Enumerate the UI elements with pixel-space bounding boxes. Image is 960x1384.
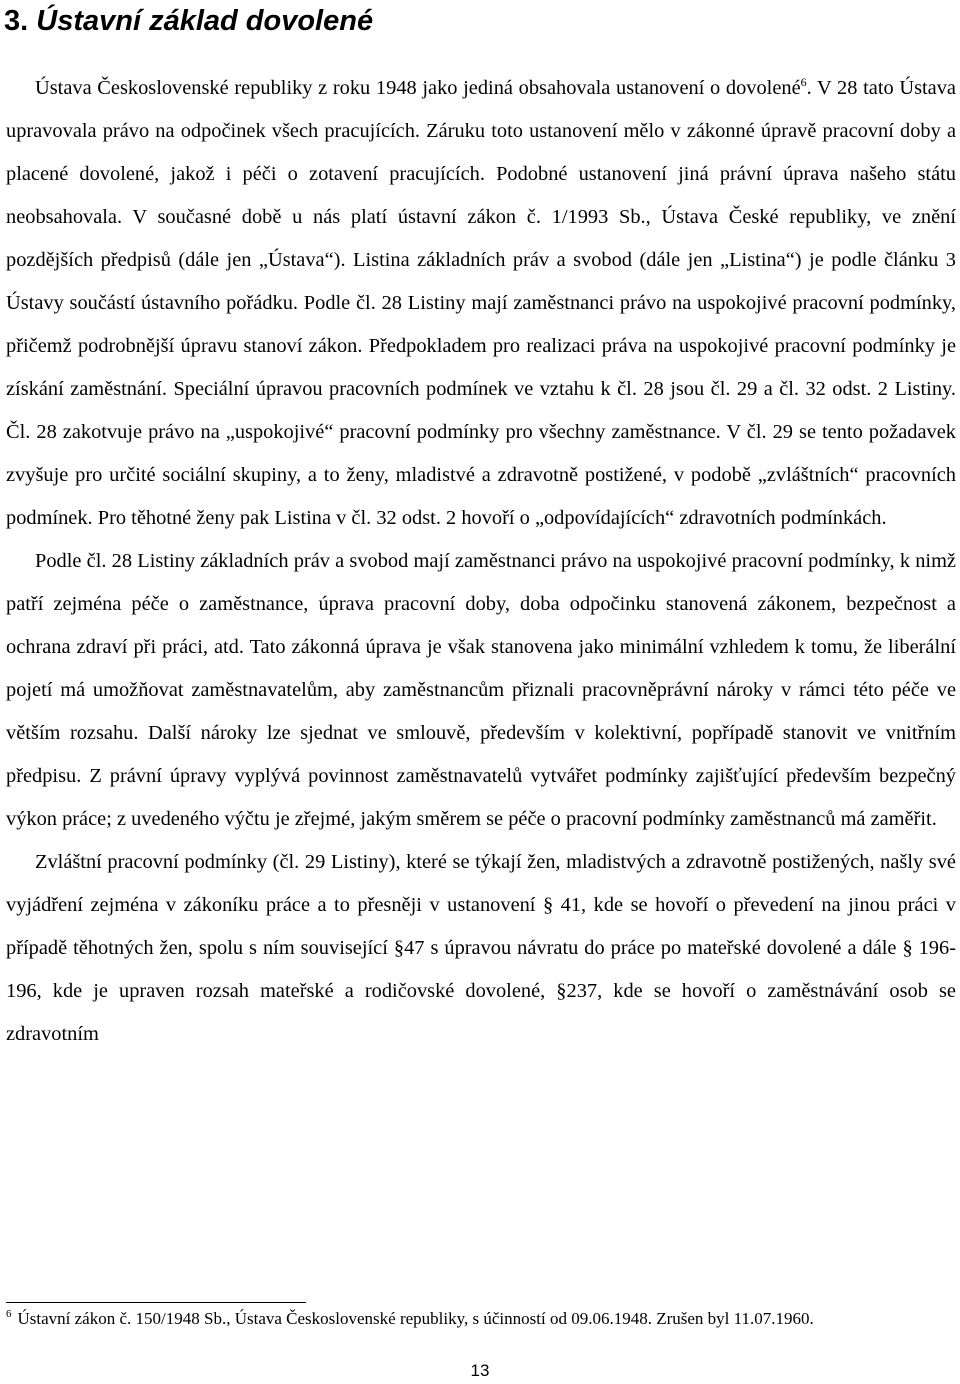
paragraph-1-start: Ústava Československé republiky z roku 1948 jako jediná obsahovala ustanovení o dovolené: [35, 77, 801, 99]
section-title: Ústavní základ dovolené: [36, 5, 374, 37]
section-number: 3.: [4, 5, 29, 37]
paragraph-1-rest: . V 28 tato Ústava upravovala právo na odpočinek všech pracujících. Záruku toto ustanovení mělo v zákonné úpravě pracovní doby a placené dovolené, jakož i péči o zotavení pracujících. Podobné ustanovení jiná právní úprava našeho státu neobsahovala. V současné době u nás platí ústavní zákon č. 1/1993 Sb., Ústava České republiky, ve znění pozdějších předpisů (dále jen „Ústava“). Listina základních práv a svobod (dále jen „Listina“) je podle článku 3 Ústavy součástí ústavního pořádku. Podle čl. 28 Listiny mají zaměstnanci právo na uspokojivé pracovní podmínky, přičemž podrobnější úpravu stanoví zákon. Předpokladem pro realizaci práva na uspokojivé pracovní podmínky je získání zaměstnání. Speciální úpravou pracovních podmínek ve vztahu k čl. 28 jsou čl. 29 a čl. 32 odst. 2 Listiny. Čl. 28 zakotvuje právo na „uspokojivé“ pracovní podmínky pro všechny zaměstnance. V čl. 29 se tento požadavek zvyšuje pro určité sociální skupiny, a to ženy, mladistvé a zdravotně postižené, v podobě „zvláštních“ pracovních podmínek. Pro těhotné ženy pak Listina v čl. 32 odst. 2 hovoří o „odpovídajících“ zdravotních podmínkách.: [6, 77, 956, 529]
page-number: 13: [470, 1361, 490, 1380]
footnote-mark: 6: [6, 1308, 12, 1321]
footnote-reference[interactable]: 6: [800, 75, 807, 90]
body-text: [6, 67, 956, 1056]
footnote-separator: [6, 1302, 306, 1303]
footnote: [6, 1306, 956, 1332]
footnote-text: Ústavní zákon č. 150/1948 Sb., Ústava Československé republiky, s účinností od 09.06.1948. Zrušen byl 11.07.1960.: [17, 1309, 814, 1328]
paragraph-3: Zvláštní pracovní podmínky (čl. 29 Listiny), které se týkají žen, mladistvých a zdravotně postižených, našly své vyjádření zejména v zákoníku práce a to přesněji v ustanovení § 41, kde se hovoří o převedení na jinou práci v případě těhotných žen, spolu s ním související §47 s úpravou návratu do práce po mateřské dovolené a dále § 196- 196, kde je upraven rozsah mateřské a rodičovské dovolené, §237, kde se hovoří o zaměstnávání osob se zdravotním: [6, 851, 956, 1045]
paragraph-2: Podle čl. 28 Listiny základních práv a svobod mají zaměstnanci právo na uspokojivé pracovní podmínky, k nimž patří zejména péče o zaměstnance, úprava pracovní doby, doba odpočinku stanovená zákonem, bezpečnost a ochrana zdraví při práci, atd. Tato zákonná úprava je však stanovena jako minimální vzhledem k tomu, že liberální pojetí má umožňovat zaměstnavatelům, aby zaměstnancům přiznali pracovněprávní nároky v rámci této péče ve větším rozsahu. Další nároky lze sjednat ve smlouvě, především v kolektivní, popřípadě stanovit ve vnitřním předpisu. Z právní úpravy vyplývá povinnost zaměstnavatelů vytvářet podmínky zajišťující především bezpečný výkon práce; z uvedeného výčtu je zřejmé, jakým směrem se péče o pracovní podmínky zaměstnanců má zaměřit.: [6, 550, 956, 830]
paragraph-1: [6, 67, 956, 540]
section-heading: [4, 2, 373, 40]
